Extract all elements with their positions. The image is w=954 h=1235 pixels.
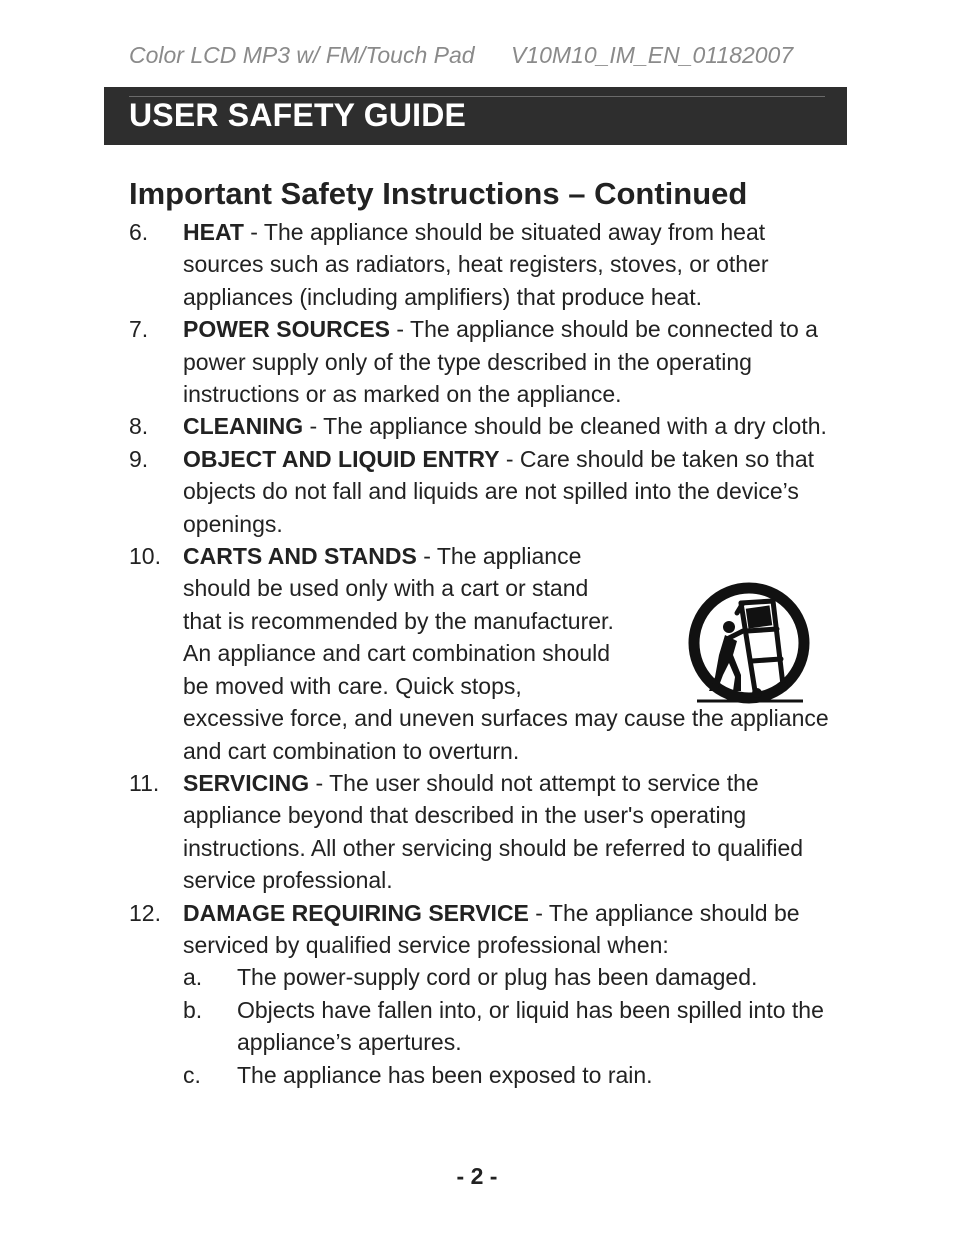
- item-number: 12.: [129, 899, 161, 926]
- page-header: [129, 42, 829, 69]
- item-heading: SERVICING: [183, 769, 310, 796]
- sub-item-text: The power-supply cord or plug has been damaged.: [237, 964, 758, 991]
- item-heading: OBJECT AND LIQUID ENTRY: [183, 445, 500, 472]
- section-title: USER SAFETY GUIDE: [129, 97, 467, 133]
- page-number: - 2 -: [456, 1163, 498, 1189]
- item-number: 8.: [129, 413, 149, 440]
- instruction-item-11: [129, 767, 829, 897]
- cart-tip-over-warning-icon: [685, 581, 813, 709]
- item-text: - Care should be taken so that objects do not fall and liquids are not spilled into the device’s openings.: [183, 445, 815, 537]
- instruction-item-8: [129, 410, 829, 442]
- subheading: Important Safety Instructions – Continued: [129, 176, 748, 211]
- item-text: - The appliance should be serviced by qualified service professional when:: [183, 899, 800, 958]
- item-number: 7.: [129, 316, 149, 343]
- sub-item-letter: a.: [183, 964, 203, 991]
- product-name: Color LCD MP3 w/ FM/Touch Pad: [129, 42, 475, 68]
- item-text: - The appliance should be cleaned with a dry cloth.: [303, 413, 827, 440]
- document-code: V10M10_IM_EN_01182007: [510, 42, 794, 68]
- section-title-bar: [104, 87, 847, 145]
- sub-item-b: [183, 994, 829, 1059]
- item-heading: DAMAGE REQUIRING SERVICE: [183, 899, 529, 926]
- item-text: - The user should not attempt to service the appliance beyond that described in the user's operating instructions. All other servicing should be referred to qualified service professional.: [183, 769, 804, 894]
- item-heading: HEAT: [183, 219, 244, 245]
- item-number: 6.: [129, 219, 149, 245]
- item-heading: POWER SOURCES: [183, 316, 391, 343]
- sub-item-letter: c.: [183, 1061, 201, 1088]
- item-number: 10.: [129, 543, 161, 570]
- instruction-item-12: [129, 897, 829, 1091]
- sub-item-letter: b.: [183, 996, 203, 1023]
- item-number: 9.: [129, 445, 149, 472]
- sub-item-text: The appliance has been exposed to rain.: [237, 1061, 653, 1088]
- instruction-item-7: [129, 313, 829, 410]
- item-text: - The appliance should be situated away from heat sources such as radiators, heat registers, stoves, or other appliances (including amplifiers) that produce heat.: [183, 219, 769, 310]
- item-text: - The appliance should be used only with a cart or stand that is recommended by the manufacturer. An appliance and cart combination should be moved with care. Quick stops, excessive force, and uneven surfaces may cause the appliance and cart combination to overturn.: [183, 543, 829, 764]
- item-text: - The appliance should be connected to a power supply only of the type described in the operating instructions or as marked on the appliance.: [183, 316, 818, 408]
- item-heading: CLEANING: [183, 413, 304, 440]
- sub-item-a: [183, 961, 829, 993]
- item-number: 11.: [129, 769, 160, 796]
- item-heading: CARTS AND STANDS: [183, 543, 417, 570]
- sub-item-c: [183, 1059, 829, 1091]
- sub-item-text: Objects have fallen into, or liquid has been spilled into the appliance’s apertures.: [237, 996, 824, 1056]
- instruction-item-6: [129, 216, 829, 313]
- instruction-item-9: [129, 443, 829, 540]
